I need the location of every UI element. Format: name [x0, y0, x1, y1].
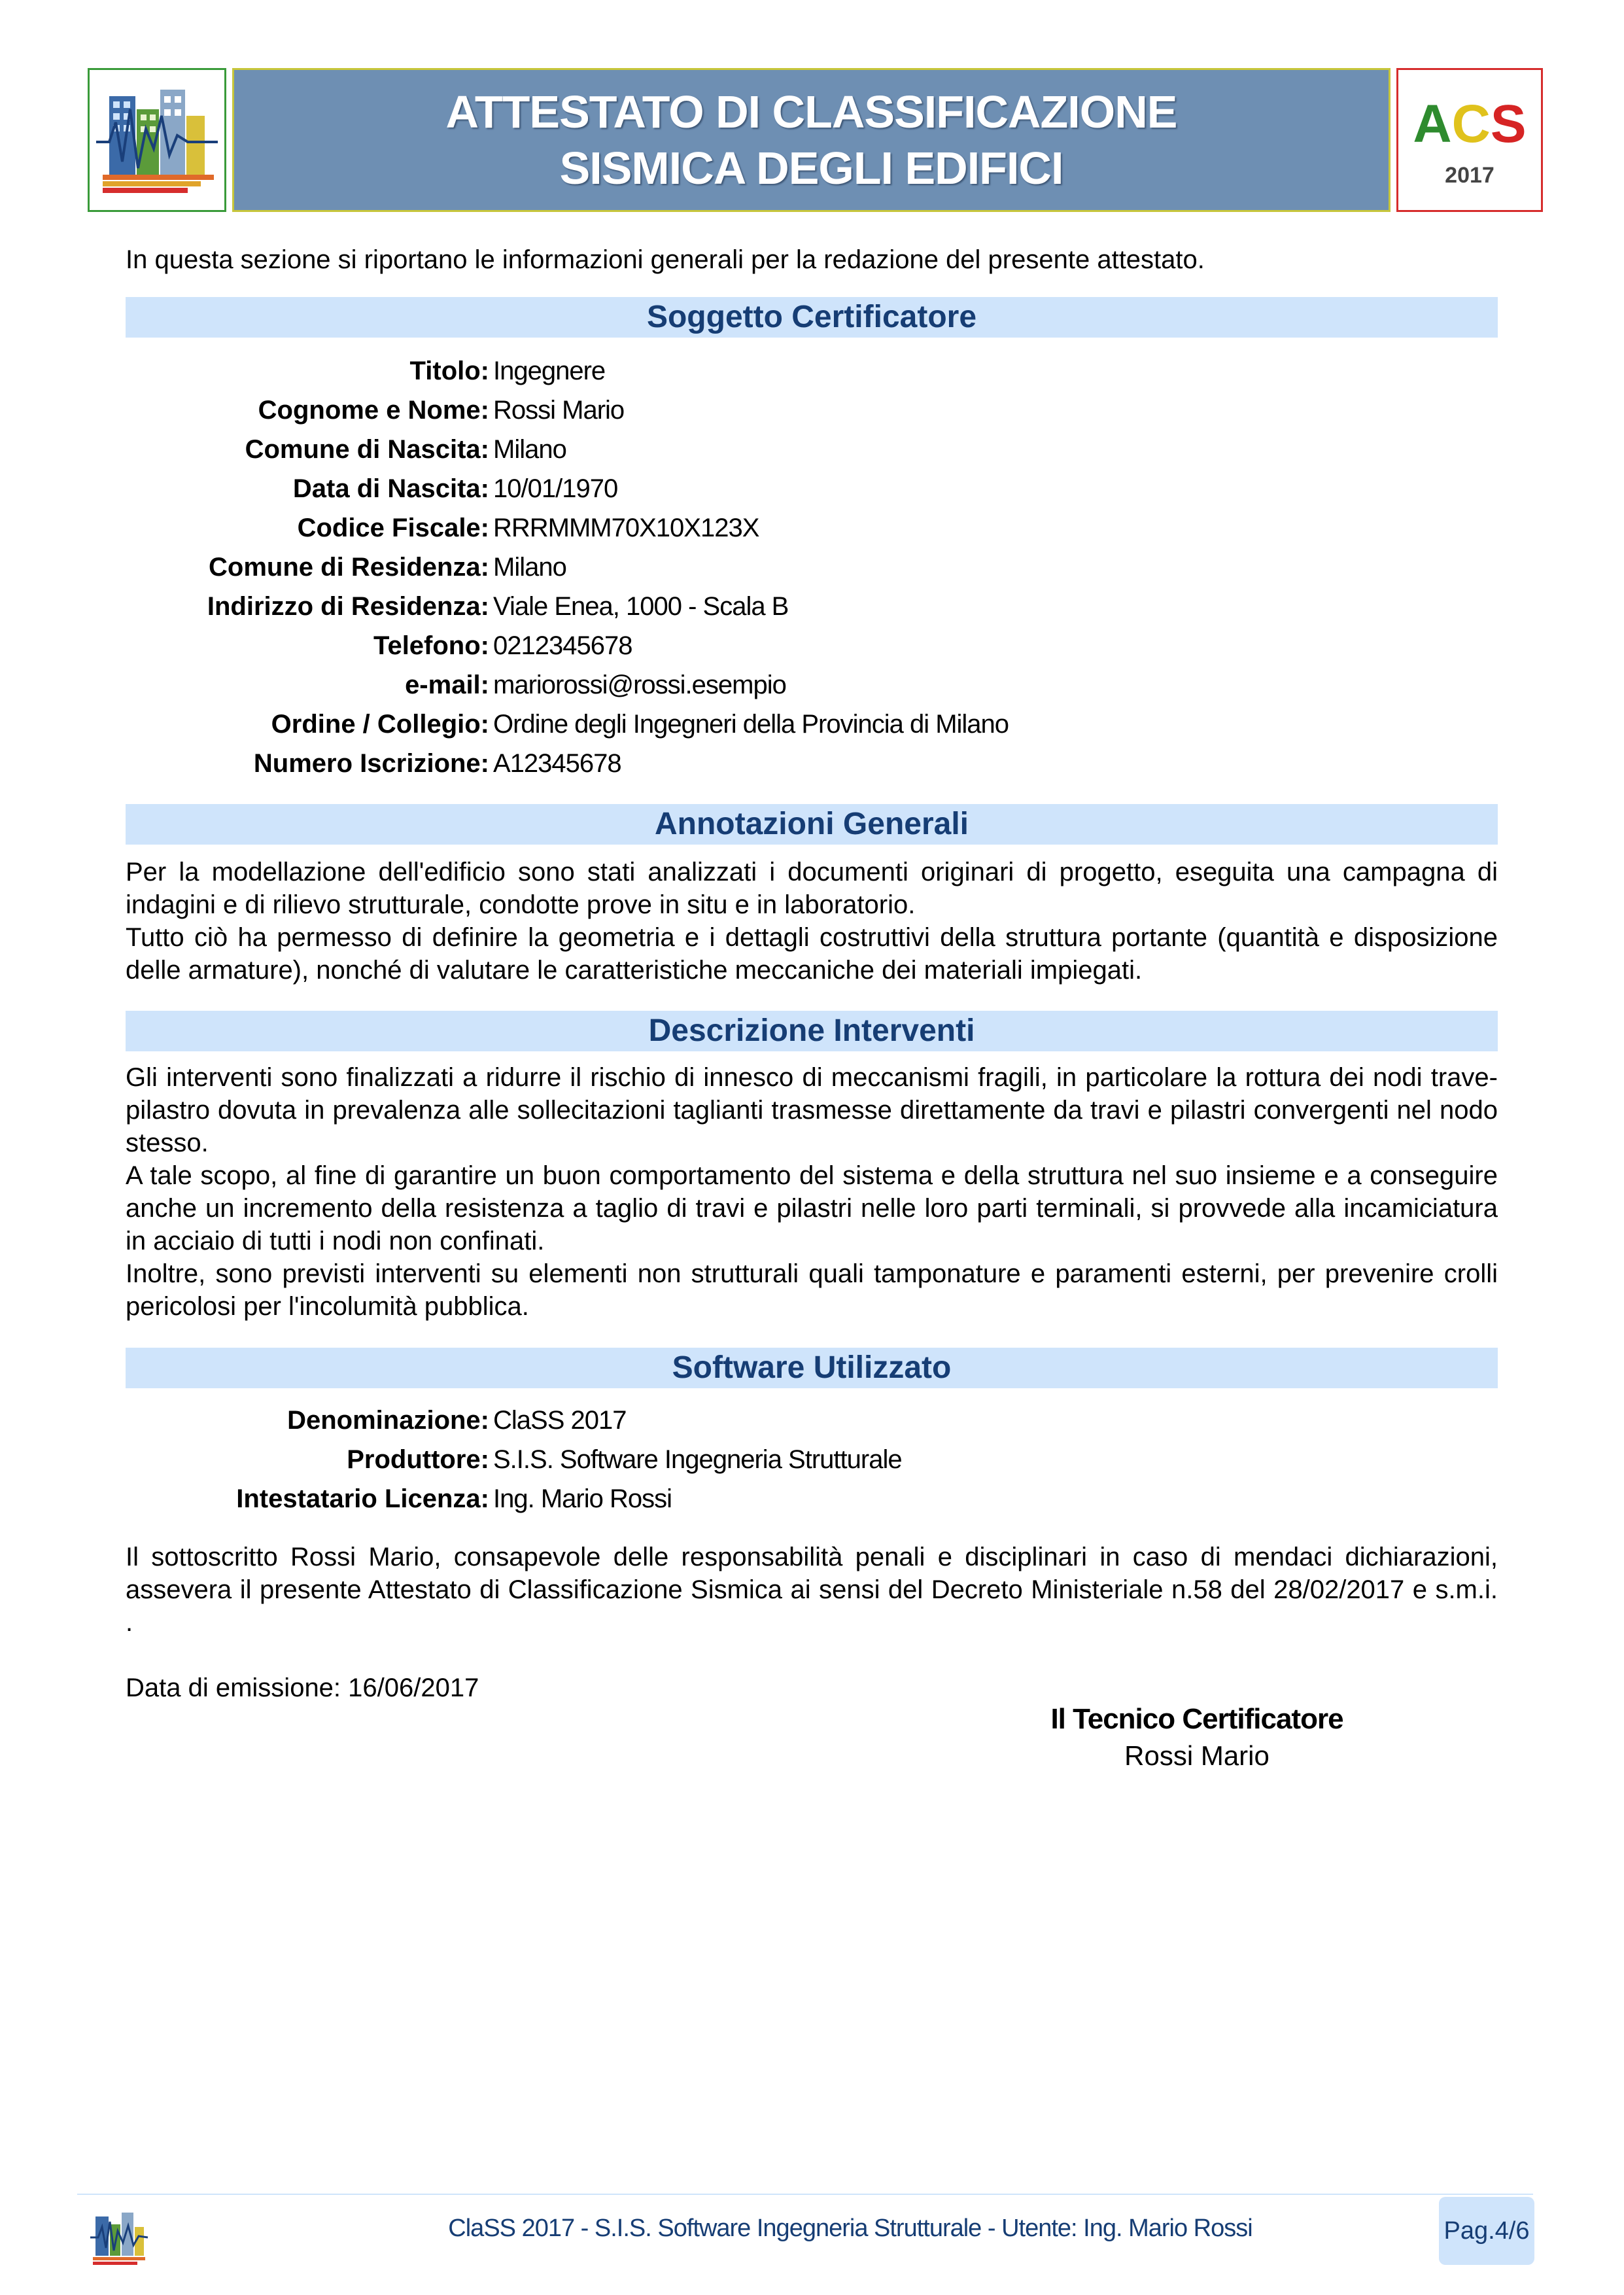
title-line-1: ATTESTATO DI CLASSIFICAZIONE — [445, 86, 1177, 137]
field-value: Milano — [493, 435, 566, 464]
signature-block — [981, 1701, 1413, 1774]
paragraph: Per la modellazione dell'edificio sono stati analizzati i documenti originari di progetto, eseguita una campagna di indagini e di rilievo strutturale, condotte prove in situ e in laboratorio. — [126, 858, 1498, 919]
signature-name: Rossi Mario — [1124, 1740, 1270, 1771]
section-heading-software: Software Utilizzato — [126, 1348, 1498, 1388]
field-value: Ing. Mario Rossi — [493, 1484, 672, 1513]
section-heading-interventi: Descrizione Interventi — [126, 1011, 1498, 1051]
annotazioni-text — [126, 856, 1498, 987]
field-value: Ingegnere — [493, 357, 606, 385]
field-label: Produttore: — [347, 1445, 489, 1474]
field-label: Comune di Residenza: — [209, 553, 489, 582]
field-label: Cognome e Nome: — [258, 396, 489, 425]
paragraph: Tutto ciò ha permesso di definire la geometria e i dettagli costruttivi della struttura portante (quantità e disposizione delle armature), nonché di valutare le caratteristiche meccaniche dei materiali impiegati. — [126, 923, 1498, 985]
building-seismic-icon — [88, 2205, 150, 2270]
paragraph: A tale scopo, al fine di garantire un buon comportamento del sistema e della struttura nel suo insieme e a conseguire anche un incremento della resistenza a taglio di travi e pilastri nelle loro parti terminali, si provvede alla incamiciatura in acciaio di tutti i nodi non confinati. — [126, 1161, 1498, 1255]
paragraph: Il sottoscritto Rossi Mario, consapevole delle responsabilità penali e disciplinari in caso di mendaci dichiarazioni, assevera il presente Attestato di Classificazione Sismica ai sensi del Decreto Ministeriale n.58 del 28/02/2017 e s.m.i. . — [126, 1543, 1498, 1637]
dichiarazione-text — [126, 1541, 1498, 1639]
field-value: Ordine degli Ingegneri della Provincia di Milano — [493, 710, 1009, 739]
footer-logo — [88, 2205, 150, 2270]
field-email — [126, 665, 1498, 705]
field-titolo — [126, 351, 1498, 391]
field-comune-nascita — [126, 430, 1498, 469]
field-produttore — [126, 1440, 1498, 1479]
field-label: Ordine / Collegio: — [271, 710, 489, 739]
acs-logo — [1396, 68, 1543, 212]
field-value: Milano — [493, 553, 566, 582]
field-value: Rossi Mario — [493, 396, 625, 425]
title-line-2: SISMICA DEGLI EDIFICI — [559, 143, 1063, 194]
field-intestatario-licenza — [126, 1479, 1498, 1518]
footer-divider — [77, 2194, 1533, 2195]
field-numero-iscrizione — [126, 744, 1498, 783]
field-value: 0212345678 — [493, 631, 632, 660]
field-value: A12345678 — [493, 749, 621, 778]
acs-letters: ACS — [1413, 94, 1527, 154]
field-label: Telefono: — [373, 631, 489, 660]
field-label: Numero Iscrizione: — [253, 749, 489, 778]
field-cognome-nome — [126, 391, 1498, 430]
data-emissione: Data di emissione: 16/06/2017 — [126, 1673, 479, 1702]
field-denominazione — [126, 1401, 1498, 1440]
field-label: Indirizzo di Residenza: — [207, 592, 489, 621]
field-label: Data di Nascita: — [292, 474, 489, 503]
field-label: Titolo: — [409, 357, 489, 385]
field-value: ClaSS 2017 — [493, 1406, 627, 1435]
intro-text: In questa sezione si riportano le informazioni generali per la redazione del presente attestato. — [126, 245, 1205, 274]
field-label: Denominazione: — [287, 1406, 489, 1435]
section-heading-annotazioni: Annotazioni Generali — [126, 804, 1498, 845]
paragraph: Inoltre, sono previsti interventi su elementi non strutturali quali tamponature e paramenti esterni, per prevenire crolli pericolosi per l'incolumità pubblica. — [126, 1259, 1498, 1321]
field-comune-residenza — [126, 548, 1498, 587]
field-value: S.I.S. Software Ingegneria Strutturale — [493, 1445, 902, 1474]
field-label: Comune di Nascita: — [245, 435, 489, 464]
field-value: 10/01/1970 — [493, 474, 618, 503]
field-data-nascita — [126, 469, 1498, 508]
field-value: mariorossi@rossi.esempio — [493, 671, 786, 699]
building-seismic-icon — [90, 70, 224, 210]
field-value: Viale Enea, 1000 - Scala B — [493, 592, 789, 621]
page-number: Pag.4/6 — [1439, 2197, 1534, 2265]
footer-text: ClaSS 2017 - S.I.S. Software Ingegneria Strutturale - Utente: Ing. Mario Rossi — [448, 2215, 1253, 2242]
field-label: Codice Fiscale: — [297, 514, 489, 542]
field-ordine-collegio — [126, 705, 1498, 744]
document-title-banner — [232, 68, 1391, 212]
signature-title: Il Tecnico Certificatore — [1050, 1703, 1343, 1735]
field-label: Intestatario Licenza: — [236, 1484, 489, 1513]
field-label: e-mail: — [405, 671, 489, 699]
field-value: RRRMMM70X10X123X — [493, 514, 759, 542]
field-telefono — [126, 626, 1498, 665]
field-indirizzo-residenza — [126, 587, 1498, 626]
paragraph: Gli interventi sono finalizzati a ridurre il rischio di innesco di meccanismi fragili, in particolare la rottura dei nodi trave-pilastro dovuta in prevalenza alle sollecitazioni taglianti trasmesse direttamente da travi e pilastri convergenti nel nodo stesso. — [126, 1063, 1498, 1157]
section-heading-soggetto: Soggetto Certificatore — [126, 297, 1498, 338]
acs-year: 2017 — [1445, 163, 1494, 188]
interventi-text — [126, 1061, 1498, 1323]
class-logo — [88, 68, 226, 212]
field-codice-fiscale — [126, 508, 1498, 548]
